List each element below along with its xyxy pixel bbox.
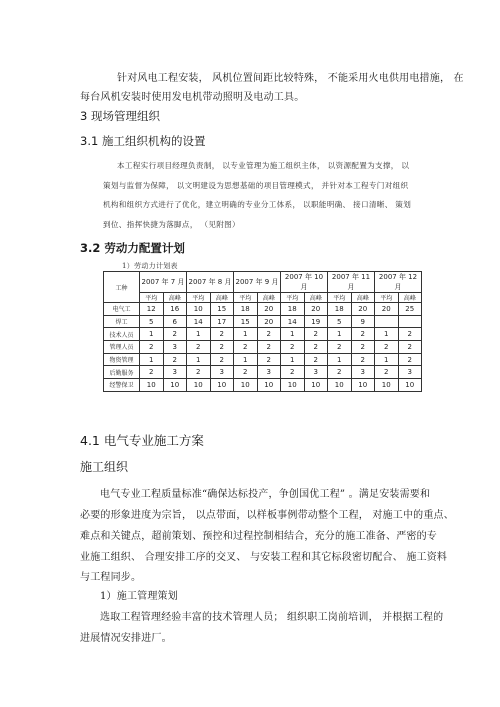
- section-3-1-line-1: 本工程实行项目经理负责制， 以专业管理为施工组织主体， 以资源配置为支撑， 以: [117, 161, 410, 170]
- table-cell: 14: [187, 315, 211, 328]
- month-header: 2007 年 12 月: [375, 272, 422, 293]
- table-cell: 1: [375, 353, 399, 366]
- table-cell: 2: [375, 366, 399, 379]
- table-cell: 20: [351, 303, 375, 316]
- table-cell: 2: [163, 353, 187, 366]
- month-header: 2007 年 11 月: [328, 272, 375, 293]
- section-3-1-line-2: 策划与监督为保障， 以文明建设为思想基础的项目管理模式， 并针对本工程专门对组织: [103, 181, 409, 190]
- para-line-1: 电气专业工程质量标准“确保达标投产，争创国优工程” 。满足安装需要和: [100, 489, 431, 500]
- table-cell: 15: [234, 315, 258, 328]
- table-cell: 10: [281, 379, 305, 392]
- table-cell: 12: [140, 303, 164, 316]
- table-cell: 10: [375, 379, 399, 392]
- para-line-3: 难点和关键点，超前策划、预控和过程控制相结合，充分的施工准备、严密的专: [80, 531, 437, 542]
- table-cell: 1: [234, 353, 258, 366]
- table-cell: 2: [234, 366, 258, 379]
- row-label: 管理人员: [104, 341, 140, 354]
- table-cell: 20: [375, 303, 399, 316]
- labor-table-body: [104, 303, 422, 392]
- section-3-1-heading: 3.1 施工组织机构的设置: [80, 134, 206, 148]
- para-line-5: 与工程同步。: [80, 572, 142, 583]
- table-cell: [375, 315, 399, 328]
- table-cell: 2: [304, 341, 328, 354]
- sub-header-avg: 平均: [140, 293, 164, 303]
- table-cell: 2: [398, 341, 422, 354]
- row-label: 电气工: [104, 303, 140, 316]
- table-row: [104, 303, 422, 316]
- table-cell: 2: [210, 341, 234, 354]
- table-row: [104, 315, 422, 328]
- table-cell: 1: [187, 328, 211, 341]
- table-cell: 2: [210, 353, 234, 366]
- table-cell: 1: [187, 353, 211, 366]
- table-cell: 5: [328, 315, 352, 328]
- table-cell: 10: [351, 379, 375, 392]
- table-cell: 1: [328, 328, 352, 341]
- table-cell: 3: [163, 341, 187, 354]
- table-cell: 15: [210, 303, 234, 316]
- sub-header-peak: 高峰: [163, 293, 187, 303]
- sub-header-peak: 高峰: [398, 293, 422, 303]
- table-cell: 16: [163, 303, 187, 316]
- table-cell: 10: [187, 379, 211, 392]
- table-cell: 17: [210, 315, 234, 328]
- table-cell: 20: [257, 303, 281, 316]
- row-label: 经警保卫: [104, 379, 140, 392]
- table-cell: 2: [257, 341, 281, 354]
- table-cell: 2: [140, 341, 164, 354]
- section-3-1-line-4: 到位、指挥快捷为落脚点， （见附图）: [103, 220, 240, 229]
- table-cell: 14: [281, 315, 305, 328]
- intro-line-2: 每台风机安装时使用发电机带动照明及电动工具。: [80, 92, 305, 103]
- table-cell: 2: [328, 366, 352, 379]
- table-cell: 6: [163, 315, 187, 328]
- table-cell: 2: [234, 341, 258, 354]
- month-header: 2007 年 9 月: [234, 272, 281, 293]
- sub-header-peak: 高峰: [304, 293, 328, 303]
- table-cell: 1: [328, 353, 352, 366]
- row-label: 物资管理: [104, 353, 140, 366]
- row-label: 后勤服务: [104, 366, 140, 379]
- sub-header-avg: 平均: [234, 293, 258, 303]
- table-cell: 3: [351, 366, 375, 379]
- table-cell: 1: [234, 328, 258, 341]
- table-cell: 2: [187, 341, 211, 354]
- table-cell: 3: [398, 366, 422, 379]
- table-row: [104, 341, 422, 354]
- sub-header-avg: 平均: [187, 293, 211, 303]
- table-cell: 20: [257, 315, 281, 328]
- table-cell: 10: [328, 379, 352, 392]
- sub-header-avg: 平均: [375, 293, 399, 303]
- table-cell: 10: [187, 303, 211, 316]
- sub-header-peak: 高峰: [351, 293, 375, 303]
- table-cell: 2: [187, 366, 211, 379]
- para-line-4: 业施工组织、 合理安排工序的交叉、 与安装工程和其它标段密切配合、 施工资料: [80, 552, 448, 563]
- section-3-2-heading: 3.2 劳动力配置计划: [80, 241, 185, 255]
- table-cell: 3: [210, 366, 234, 379]
- table-cell: 2: [140, 366, 164, 379]
- table-cell: 25: [398, 303, 422, 316]
- intro-line-1: 针对风电工程安装， 风机位置间距比较特殊， 不能采用火电供用电措施， 在: [117, 73, 464, 84]
- row-label: 焊工: [104, 315, 140, 328]
- table-cell: 2: [375, 341, 399, 354]
- table-cell: 2: [257, 353, 281, 366]
- table-cell: 10: [163, 379, 187, 392]
- table-cell: 9: [351, 315, 375, 328]
- sub-header-peak: 高峰: [210, 293, 234, 303]
- table-cell: 18: [281, 303, 305, 316]
- table-cell: 2: [351, 341, 375, 354]
- month-header: 2007 年 10 月: [281, 272, 328, 293]
- table-row: [104, 379, 422, 392]
- table-cell: 1: [140, 328, 164, 341]
- table-cell: 2: [398, 353, 422, 366]
- table-cell: 3: [257, 366, 281, 379]
- table-cell: 2: [351, 328, 375, 341]
- table-cell: 3: [304, 366, 328, 379]
- item-1-line-1: 选取工程管理经验丰富的技术管理人员； 组织职工岗前培训， 并根据工程的: [100, 612, 444, 623]
- month-header: 2007 年 8 月: [187, 272, 234, 293]
- table-cell: 19: [304, 315, 328, 328]
- table-cell: 2: [304, 328, 328, 341]
- construction-org-heading: 施工组织: [80, 460, 129, 474]
- labor-plan-table: [103, 271, 422, 392]
- table-cell: 2: [304, 353, 328, 366]
- table-cell: 2: [281, 366, 305, 379]
- sub-header-avg: 平均: [328, 293, 352, 303]
- table-cell: 2: [210, 328, 234, 341]
- table-cell: 2: [163, 328, 187, 341]
- table-cell: 1: [375, 328, 399, 341]
- table-row: [104, 366, 422, 379]
- table-cell: 1: [140, 353, 164, 366]
- table-caption: 1）劳动力计划表: [122, 262, 178, 270]
- table-cell: 10: [257, 379, 281, 392]
- para-line-2: 必要的形象进度为宗旨， 以点带面，以样板事例带动整个工程， 对施工中的重点、: [80, 510, 454, 521]
- table-cell: 18: [234, 303, 258, 316]
- section-3-1-line-3: 机构和组织方式进行了优化，建立明确的专业分工体系， 以职能明确、 接口清晰、 策划: [103, 200, 412, 209]
- table-cell: 2: [328, 341, 352, 354]
- table-row: [104, 328, 422, 341]
- table-cell: 3: [163, 366, 187, 379]
- sub-header-avg: 平均: [281, 293, 305, 303]
- table-cell: [398, 315, 422, 328]
- table-cell: 10: [210, 379, 234, 392]
- item-1-line-2: 进展情况安排进厂。: [80, 633, 172, 644]
- table-corner: 工种: [104, 272, 140, 303]
- table-cell: 18: [328, 303, 352, 316]
- sub-header-peak: 高峰: [257, 293, 281, 303]
- table-cell: 10: [304, 379, 328, 392]
- item-1-title: 1）施工管理策划: [100, 591, 178, 602]
- table-cell: 20: [304, 303, 328, 316]
- table-row: [104, 353, 422, 366]
- table-cell: 1: [281, 328, 305, 341]
- table-cell: 2: [398, 328, 422, 341]
- table-cell: 5: [140, 315, 164, 328]
- section-3-heading: 3 现场管理组织: [80, 109, 160, 123]
- row-label: 技术人员: [104, 328, 140, 341]
- table-cell: 2: [351, 353, 375, 366]
- month-header: 2007 年 7 月: [140, 272, 187, 293]
- table-cell: 10: [234, 379, 258, 392]
- table-cell: 2: [257, 328, 281, 341]
- table-cell: 2: [281, 341, 305, 354]
- section-4-1-heading: 4.1 电气专业施工方案: [80, 433, 204, 448]
- table-cell: 10: [398, 379, 422, 392]
- table-cell: 1: [281, 353, 305, 366]
- table-cell: 10: [140, 379, 164, 392]
